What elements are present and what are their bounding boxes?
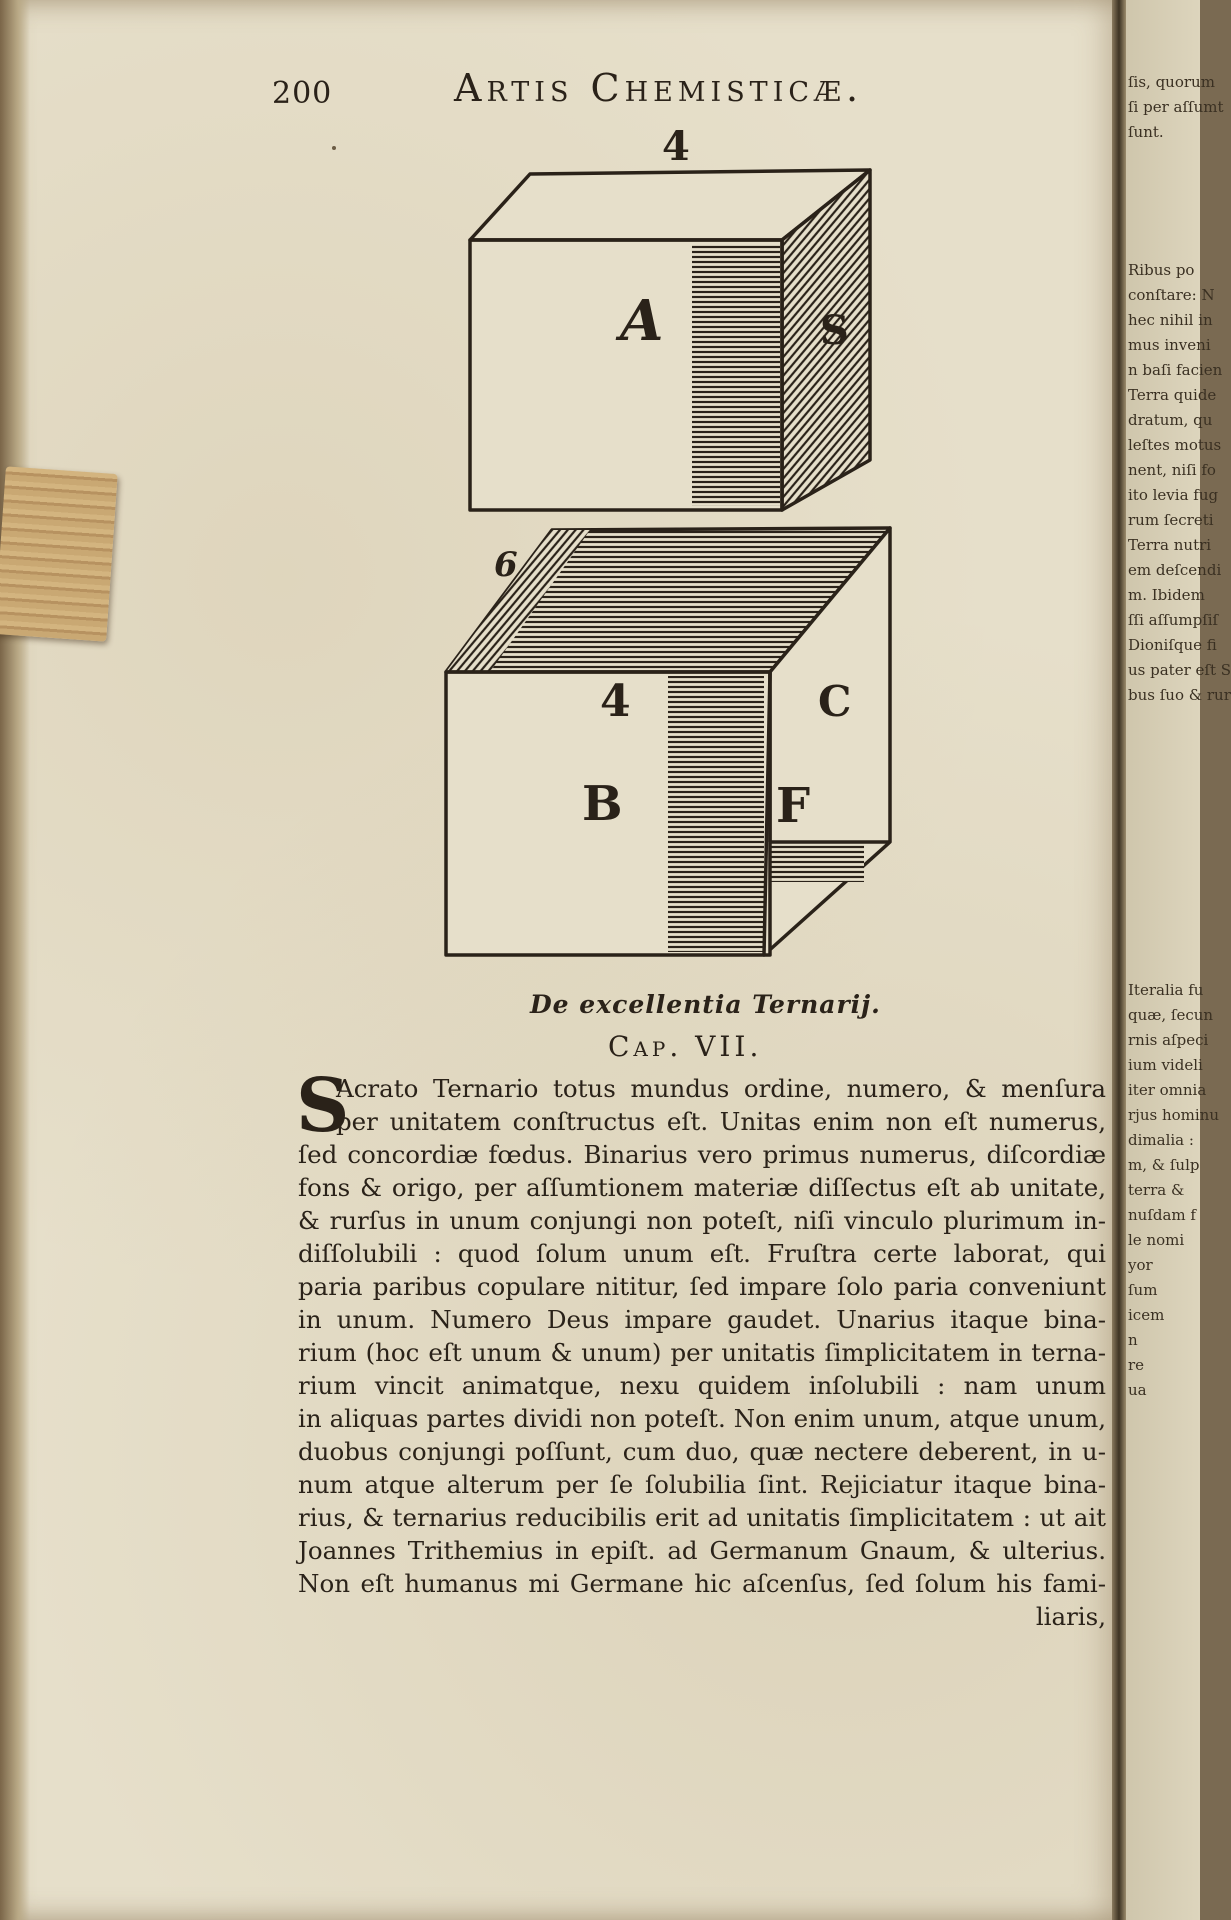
running-header bbox=[0, 62, 1125, 112]
facing-line: conſtare: N bbox=[1128, 286, 1215, 304]
text-line: rium (hoc eſt unum & unum) per unitatis ſimplicitatem in terna- bbox=[298, 1338, 1106, 1367]
facing-line: Terra quide bbox=[1128, 386, 1217, 404]
text-line: num atque alterum per ſe ſolubilia ſint. Rejiciatur itaque bina- bbox=[298, 1470, 1106, 1499]
catchword: liaris, bbox=[1035, 1602, 1106, 1631]
running-title: Artis Chemisticæ. bbox=[454, 66, 864, 110]
facing-line: re bbox=[1128, 1356, 1145, 1374]
facing-line: ſunt. bbox=[1128, 123, 1164, 141]
text-line: per unitatem conſtructus eſt. Unitas enim non eſt numerus, bbox=[336, 1107, 1106, 1136]
lower-cube bbox=[446, 528, 890, 955]
facing-line: ſſi aſſumpſiſ bbox=[1128, 611, 1219, 629]
upper-cube bbox=[470, 170, 870, 510]
facing-page-edge bbox=[1126, 0, 1231, 1920]
chapter-caption: De excellentia Ternarij. bbox=[530, 990, 881, 1019]
chapter-heading: Cap. VII. bbox=[608, 1030, 763, 1063]
facing-line: ſis, quorum bbox=[1128, 73, 1215, 91]
text-line: ſed concordiæ fœdus. Binarius vero primus numerus, diſcordiæ bbox=[298, 1140, 1106, 1169]
facing-line: ito levia fug bbox=[1128, 486, 1219, 504]
facing-line: ſum bbox=[1128, 1281, 1158, 1299]
facing-line: nent, niſi fo bbox=[1128, 461, 1216, 479]
facing-line: ua bbox=[1128, 1381, 1147, 1399]
facing-line: bus ſuo & rur bbox=[1128, 686, 1231, 704]
facing-text-mid bbox=[1128, 258, 1231, 708]
label-c: C bbox=[818, 677, 852, 726]
facing-text-low bbox=[1128, 978, 1219, 1403]
facing-line: rjus hominu bbox=[1128, 1106, 1219, 1124]
facing-line: n bbox=[1128, 1331, 1138, 1349]
label-6: 6 bbox=[494, 545, 518, 585]
text-line: diſſolubili : quod ſolum unum eſt. Fruſtra certe laborat, qui bbox=[298, 1239, 1106, 1268]
facing-line: Iteralia fu bbox=[1128, 981, 1204, 999]
text-line: rius, & ternarius reducibilis erit ad unitatis ſimplicitatem : ut ait bbox=[298, 1503, 1106, 1532]
label-a: A bbox=[620, 288, 664, 354]
book-gutter bbox=[1112, 0, 1126, 1920]
facing-line: em deſcendi bbox=[1128, 561, 1222, 579]
text-line: & rurſus in unum conjungi non poteſt, niſi vinculo plurimum in- bbox=[298, 1206, 1106, 1235]
facing-line: iter omnia bbox=[1128, 1081, 1207, 1099]
cube-woodcut-figure bbox=[430, 120, 910, 970]
facing-line: dratum, qu bbox=[1128, 411, 1213, 429]
facing-line: yor bbox=[1128, 1256, 1153, 1274]
facing-line: leſtes motus bbox=[1128, 436, 1222, 454]
text-line: paria paribus copulare nititur, ſed impare ſolo paria conveniunt bbox=[298, 1272, 1106, 1301]
text-line: Acrato Ternario totus mundus ordine, numero, & menſura bbox=[336, 1074, 1106, 1103]
text-line: duobus conjungi poſſunt, cum duo, quæ nectere deberent, in u- bbox=[298, 1437, 1106, 1466]
label-4-lower: 4 bbox=[600, 676, 631, 727]
facing-line: terra & bbox=[1128, 1181, 1185, 1199]
text-line: rium vincit animatque, nexu quidem inſolubili : nam unum bbox=[298, 1371, 1106, 1400]
facing-line: quæ, ſecun bbox=[1128, 1006, 1214, 1024]
facing-line: nuſdam f bbox=[1128, 1206, 1196, 1224]
facing-line: ſi per aſſumt bbox=[1128, 98, 1224, 116]
text-line: fons & origo, per aſſumtionem materiæ diſſectus eſt ab unitate, bbox=[298, 1173, 1106, 1202]
facing-line: mus inveni bbox=[1128, 336, 1211, 354]
label-s: S bbox=[820, 307, 849, 354]
facing-line: Terra nutri bbox=[1128, 536, 1212, 554]
label-b: B bbox=[582, 776, 623, 832]
facing-line: ium videli bbox=[1128, 1056, 1203, 1074]
facing-line: hec nihil in bbox=[1128, 311, 1213, 329]
paper-bookmark bbox=[0, 466, 118, 641]
facing-line: us pater eſt S bbox=[1128, 661, 1231, 679]
label-top-4: 4 bbox=[662, 123, 690, 170]
ink-speck bbox=[332, 146, 336, 150]
text-line: Non eſt humanus mi Germane hic aſcenſus, ſed ſolum his fami- bbox=[298, 1569, 1106, 1598]
body-text bbox=[296, 1063, 1106, 1633]
text-line: in aliquas partes dividi non poteſt. Non enim unum, atque unum, bbox=[298, 1404, 1106, 1433]
facing-line: m, & ſulp bbox=[1128, 1156, 1200, 1174]
facing-line: Ribus po bbox=[1128, 261, 1195, 279]
facing-line: Dioniſque fi bbox=[1128, 636, 1217, 654]
facing-line: dimalia : bbox=[1128, 1131, 1194, 1149]
drop-cap: S bbox=[296, 1063, 350, 1149]
facing-text-top bbox=[1128, 70, 1224, 145]
label-f: F bbox=[776, 778, 811, 834]
text-line: in unum. Numero Deus impare gaudet. Unarius itaque bina- bbox=[298, 1305, 1106, 1334]
page-edge-shadow bbox=[0, 0, 30, 1920]
facing-line: le nomi bbox=[1128, 1231, 1185, 1249]
facing-line: rum ſecreti bbox=[1128, 511, 1214, 529]
facing-line: rnis aſpeci bbox=[1128, 1031, 1209, 1049]
page-number: 200 bbox=[272, 76, 333, 111]
facing-line: n baſi facien bbox=[1128, 361, 1223, 379]
text-line: Joannes Trithemius in epiſt. ad Germanum Gnaum, & ulterius. bbox=[298, 1536, 1106, 1565]
facing-line: icem bbox=[1128, 1306, 1165, 1324]
facing-line: m. Ibidem bbox=[1128, 586, 1205, 604]
